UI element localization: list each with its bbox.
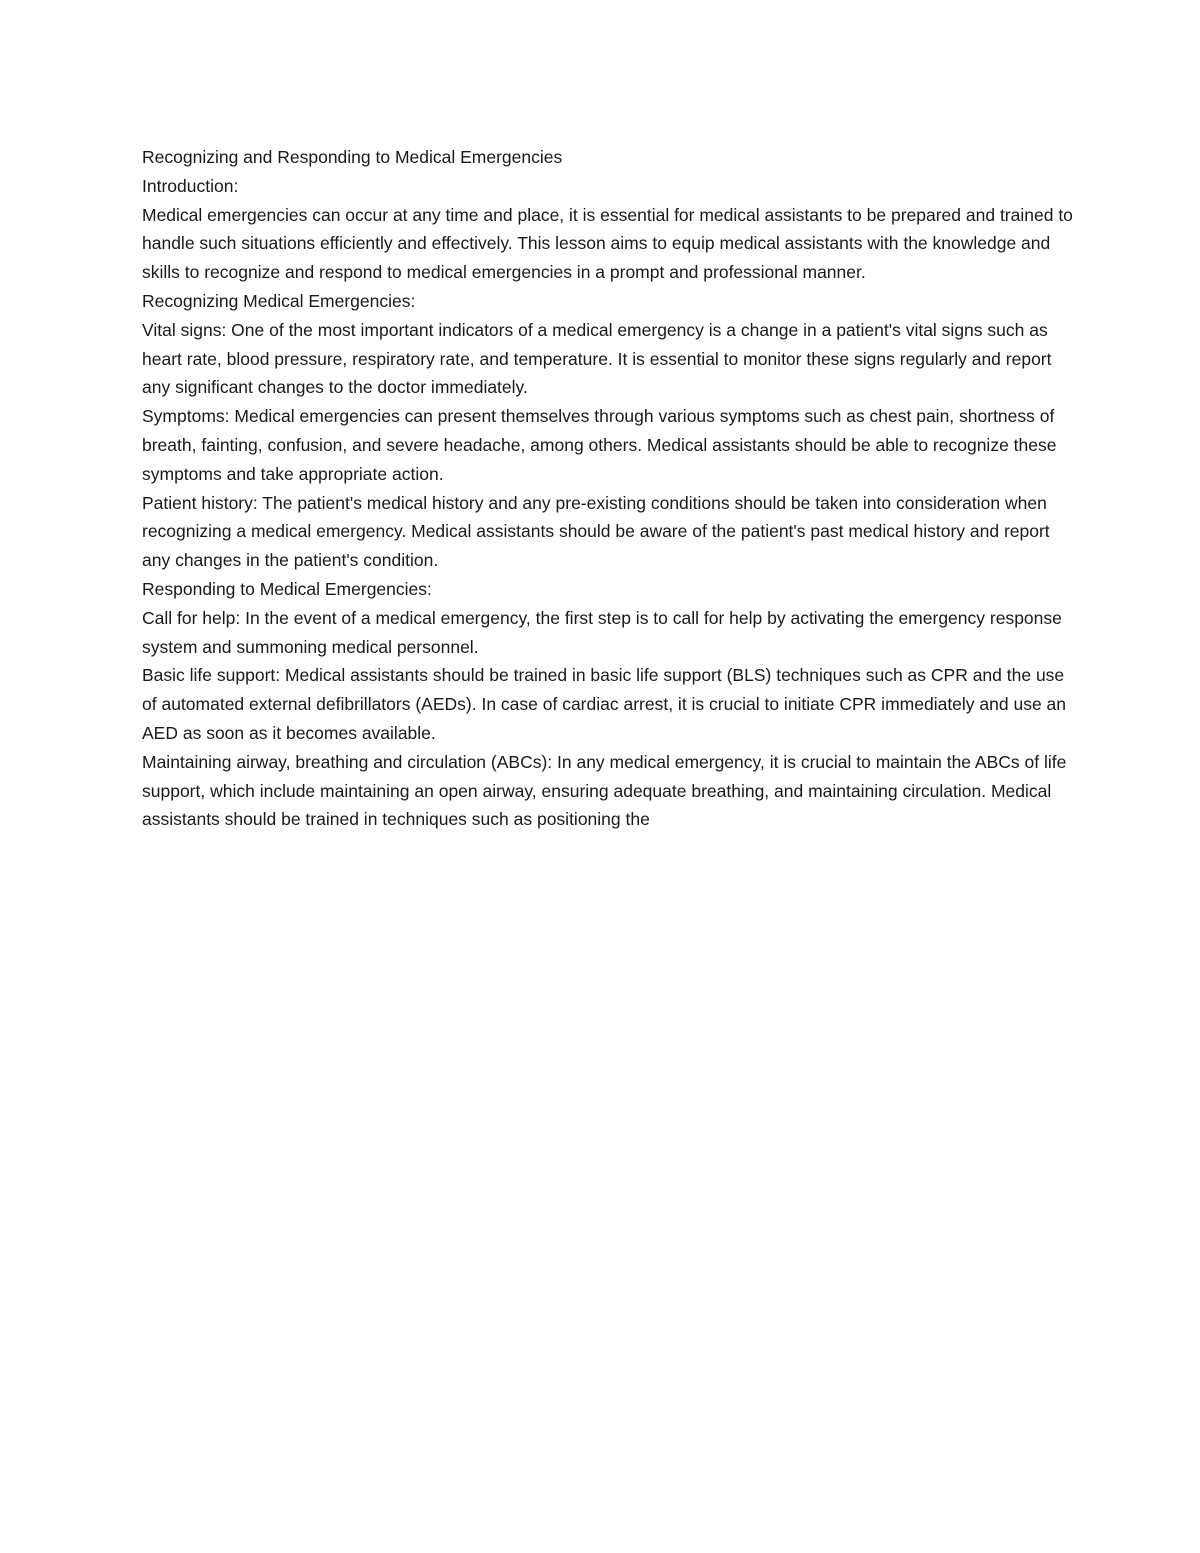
recognizing-heading: Recognizing Medical Emergencies:: [142, 290, 416, 311]
introduction-paragraph: Medical emergencies can occur at any time and place, it is essential for medical assistants to be prepared and trained to handle such situations efficiently and effectively. This lesson aims to equip medical assistants with the knowledge and skills to recognize and respond to medical emergencies in a prompt and professional manner.: [142, 204, 1073, 283]
document-title: Recognizing and Responding to Medical Emergencies: [142, 147, 563, 167]
call-for-help-paragraph: Call for help: In the event of a medical emergency, the first step is to call for help by activating the emergency response system and summoning medical personnel.: [142, 607, 1062, 657]
document-body: [142, 143, 1077, 834]
introduction-heading: Introduction:: [142, 175, 239, 196]
responding-heading: Responding to Medical Emergencies:: [142, 578, 432, 599]
basic-life-support-paragraph: Basic life support: Medical assistants should be trained in basic life support (BLS) techniques such as CPR and the use of automated external defibrillators (AEDs). In case of cardiac arrest, it is crucial to initiate CPR immediately and use an AED as soon as it becomes available.: [142, 665, 1067, 743]
abcs-paragraph: Maintaining airway, breathing and circulation (ABCs): In any medical emergency, it is crucial to maintain the ABCs of life support, which include maintaining an open airway, ensuring adequate breathing, and maintaining circulation. Medical assistants should be trained in techniques such as positioning the: [142, 751, 1067, 830]
patient-history-paragraph: Patient history: The patient's medical history and any pre-existing conditions should be taken into consideration when recognizing a medical emergency. Medical assistants should be aware of the patient's past medical history and report any changes in the patient's condition.: [142, 492, 1050, 571]
vital-signs-paragraph: Vital signs: One of the most important indicators of a medical emergency is a change in a patient's vital signs such as heart rate, blood pressure, respiratory rate, and temperature. It is essential to monitor these signs regularly and report any significant changes to the doctor immediately.: [142, 319, 1052, 398]
symptoms-paragraph: Symptoms: Medical emergencies can present themselves through various symptoms such as chest pain, shortness of breath, fainting, confusion, and severe headache, among others. Medical assistants should be able to recognize these symptoms and take appropriate action.: [142, 406, 1057, 484]
